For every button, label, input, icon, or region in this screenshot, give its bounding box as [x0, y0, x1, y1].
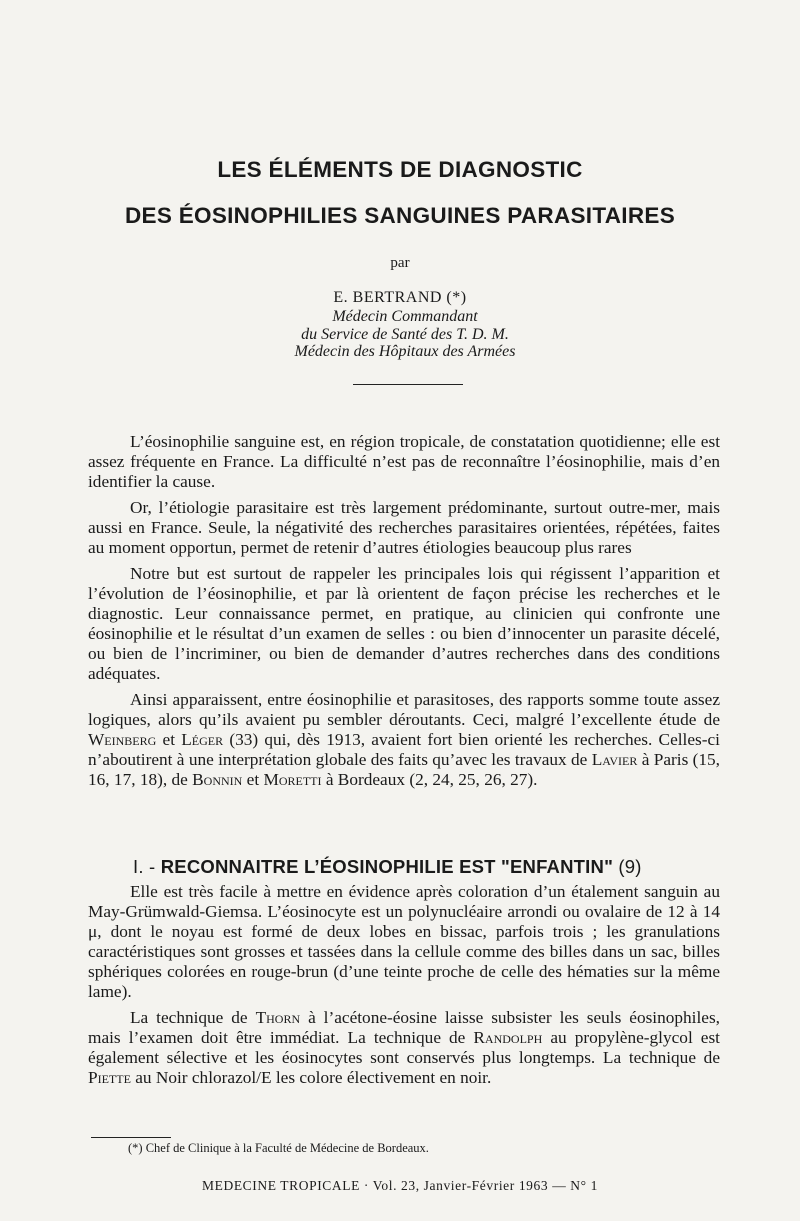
text-run: et — [242, 770, 264, 789]
byline-par: par — [390, 255, 410, 271]
paragraph-intro-2: Or, l’étiologie parasitaire est très largement prédominante, surtout outre-mer, mais aussi en France. Seule, la négativité des recherches parasitaires orientées, répétées, faites au moment opportun, permet de retenir d’autres étiologies beaucoup plus rares — [88, 498, 720, 557]
text-run: au propylène-glycol est également sélective et les éosinocytes sont conservés plus longtemps. La technique de — [88, 1028, 720, 1067]
author-citation: Piette — [88, 1068, 131, 1087]
text-run: à l’acétone-éosine laisse subsister les seuls éosinophiles, mais l’examen doit être immédiat. La technique de — [88, 1008, 720, 1047]
paragraph-section1-1: Elle est très facile à mettre en évidence après coloration d’un étalement sanguin au May-Grümwald-Giemsa. L’éosinocyte est un polynucléaire arrondi ou ovalaire de 12 à 14 μ, dont le noyau est formé de deux lobes en bissac, parfois trois ; les granulations caractéristiques sont grosses et tassées dans la cellule comme des billes dans un sac, billes sphériques colorées en rouge-brun (d’une teinte proche de celle des hématies sur la même lame). — [88, 882, 720, 1001]
author-citation: Thorn — [255, 1008, 301, 1027]
paragraph-intro-4 — [88, 690, 720, 790]
article-title-line-1: LES ÉLÉMENTS DE DIAGNOSTIC — [217, 157, 583, 182]
section-1-body — [88, 882, 720, 1088]
section-heading-text: RECONNAITRE L’ÉOSINOPHILIE EST "ENFANTIN" — [160, 856, 614, 877]
text-run: au Noir chlorazol/E les colore électivement en noir. — [130, 1068, 492, 1087]
author-citation: Bonnin — [192, 770, 243, 789]
text-run: à Bordeaux (2, 24, 25, 26, 27). — [321, 770, 538, 789]
author-citation: Randolph — [473, 1028, 543, 1047]
section-heading-1 — [133, 856, 642, 878]
author-citation: Lavier — [591, 750, 638, 769]
introduction-section — [88, 432, 720, 790]
article-title-line-2: DES ÉOSINOPHILIES SANGUINES PARASITAIRES — [125, 203, 675, 228]
author-citation: Moretti — [263, 770, 322, 789]
author-citation: Weinberg — [88, 730, 157, 749]
text-run: Ainsi apparaissent, entre éosinophilie et parasitoses, des rapports somme toute assez logiques, alors qu’ils avaient pu sembler déroutants. Ceci, malgré l’excellente étude de — [88, 690, 720, 729]
journal-footer: MEDECINE TROPICALE · Vol. 23, Janvier-Février 1963 — N° 1 — [202, 1178, 598, 1193]
text-run: à Paris (15, 16, 17, 18), de — [88, 750, 720, 789]
author-affiliation-1: Médecin Commandant — [332, 308, 478, 325]
paragraph-section1-2 — [88, 1008, 720, 1088]
text-run: (33) qui, dès 1913, avaient fort bien orienté les recherches. Celles-ci n’aboutirent à une interprétation globale des faits qu’avec les travaux de — [88, 730, 720, 769]
footnote-divider — [91, 1137, 171, 1138]
title-divider — [353, 384, 463, 385]
footnote: (*) Chef de Clinique à la Faculté de Médecine de Bordeaux. — [128, 1141, 429, 1155]
author-citation: Léger — [181, 730, 224, 749]
paragraph-intro-3: Notre but est surtout de rappeler les principales lois qui régissent l’apparition et l’évolution de l’éosinophilie, et par là orientent de façon précise les recherches et le diagnostic. Leur connaissance permet, en pratique, au clinicien qui confronte une éosinophilie et le résultat d’un examen de selles : ou bien d’innocenter un parasite décelé, ou bien de l’incriminer, ou bien de demander d’autres recherches dans des conditions adéquates. — [88, 564, 720, 683]
author-affiliation-3: Médecin des Hôpitaux des Armées — [294, 343, 516, 360]
author-affiliation-2: du Service de Santé des T. D. M. — [301, 326, 509, 343]
paragraph-intro-1: L’éosinophilie sanguine est, en région tropicale, de constatation quotidienne; elle est assez fréquente en France. La difficulté n’est pas de reconnaître l’éosinophilie, mais d’en identifier la cause. — [88, 432, 720, 491]
section-heading-ref: (9) — [618, 856, 642, 877]
section-number: I. - — [133, 856, 156, 877]
author-name: E. BERTRAND (*) — [333, 289, 467, 306]
text-run: La technique de — [130, 1008, 256, 1027]
text-run: et — [156, 730, 182, 749]
